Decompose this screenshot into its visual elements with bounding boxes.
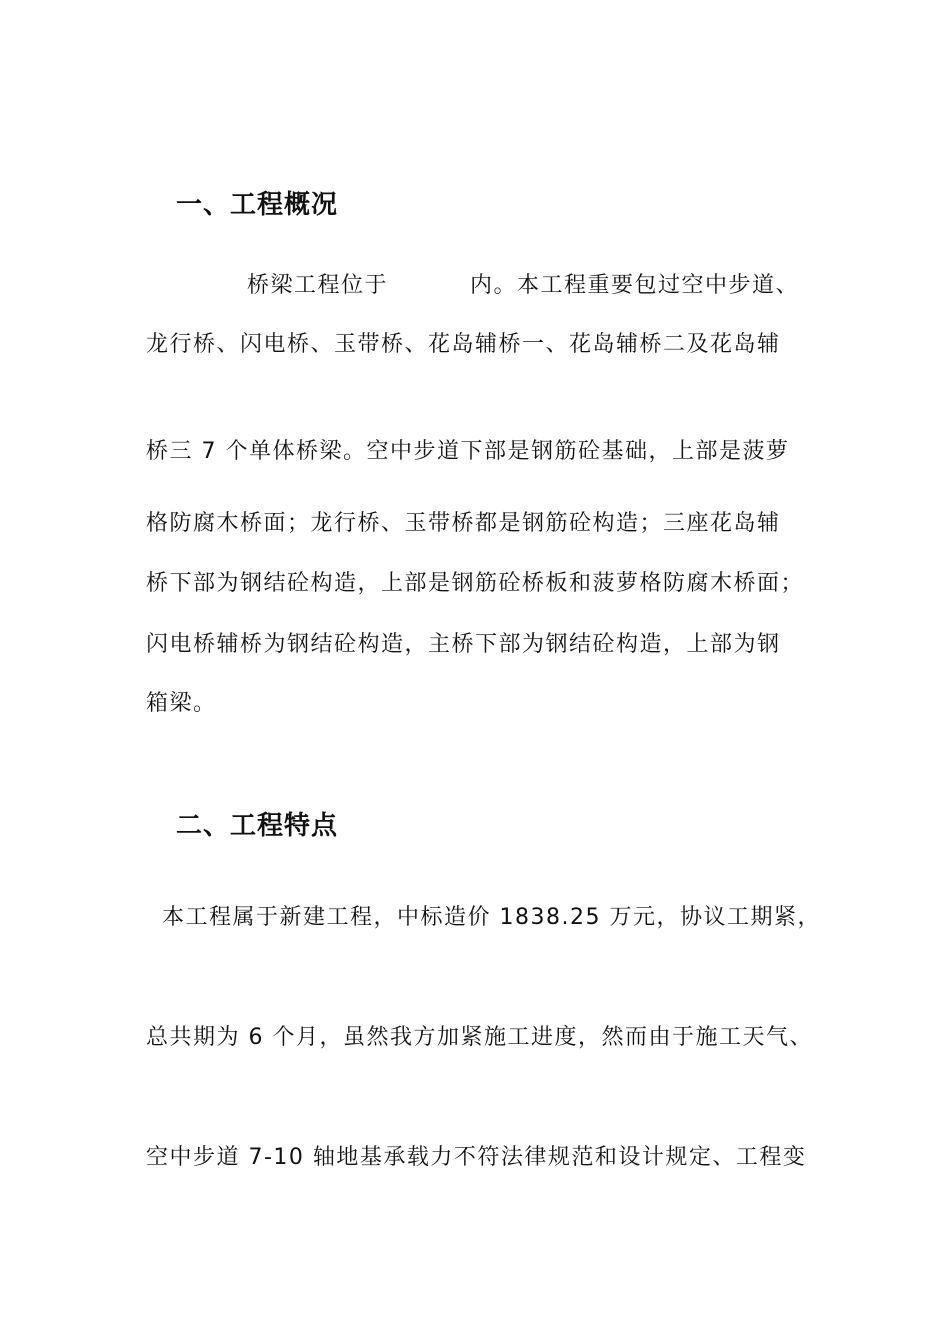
paragraph-line: 本工程属于新建工程，中标造价 1838.25 万元，协议工期紧，: [162, 905, 821, 930]
paragraph-line: 桥三 7 个单体桥梁。空中步道下部是钢筋砼基础，上部是菠萝: [146, 439, 790, 464]
section-heading-features: 二、工程特点: [176, 811, 339, 841]
paragraph-line: 龙行桥、闪电桥、玉带桥、花岛辅桥一、花岛辅桥二及花岛辅: [146, 332, 781, 357]
paragraph-line: 格防腐木桥面；龙行桥、玉带桥都是钢筋砼构造；三座花岛辅: [146, 511, 781, 536]
paragraph-line: 桥梁工程位于: [247, 273, 389, 298]
paragraph-line: 总共期为 6 个月，虽然我方加紧施工进度，然而由于施工天气、: [146, 1025, 813, 1050]
paragraph-line: 箱梁。: [146, 691, 217, 716]
paragraph-line: 闪电桥辅桥为钢结砼构造，主桥下部为钢结砼构造，上部为钢: [146, 632, 781, 657]
paragraph-line: 桥下部为钢结砼构造，上部是钢筋砼桥板和菠萝格防腐木桥面；: [146, 571, 805, 596]
section-heading-overview: 一、工程概况: [176, 190, 339, 220]
paragraph-line: 内。本工程重要包过空中步道、: [470, 273, 800, 298]
paragraph-line: 空中步道 7-10 轴地基承载力不符法律规范和设计规定、工程变: [146, 1145, 807, 1170]
